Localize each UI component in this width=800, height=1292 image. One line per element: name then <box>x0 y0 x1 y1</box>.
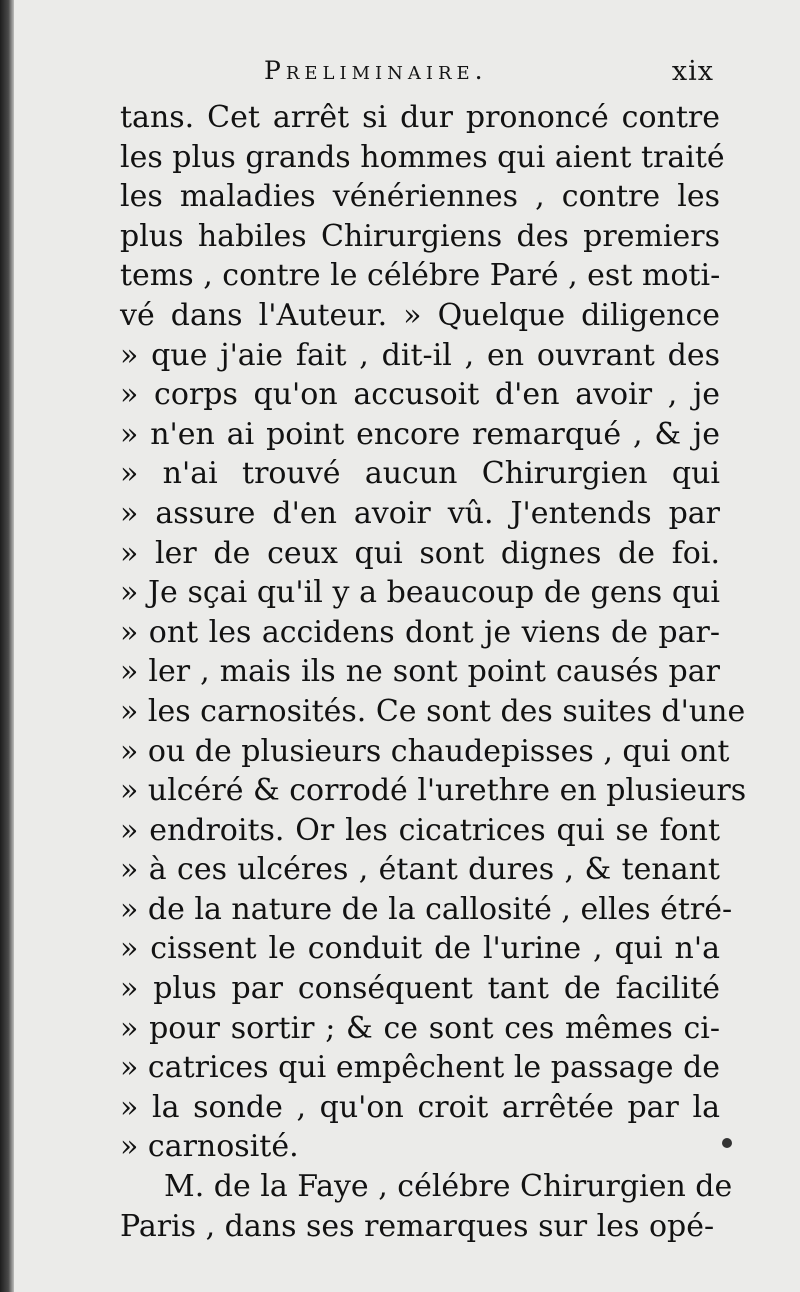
text-line: » n'en ai point encore remarqué , & je <box>120 416 720 452</box>
text-line: » pour sortir ; & ce sont ces mêmes ci- <box>120 1010 720 1046</box>
text-line: les maladies vénériennes , contre les <box>120 179 720 215</box>
text-line: » ou de plusieurs chaudepisses , qui ont <box>120 733 730 769</box>
text-line: » que j'aie fait , dit-il , en ouvrant des <box>120 337 720 373</box>
text-line: » Je sçai qu'il y a beaucoup de gens qui <box>120 575 720 611</box>
text-line: » à ces ulcéres , étant dures , & tenant <box>120 852 720 888</box>
text-line: vé dans l'Auteur. » Quelque diligence <box>120 297 720 333</box>
page-number: xix <box>671 56 714 87</box>
text-line: » cissent le conduit de l'urine , qui n'a <box>120 931 720 967</box>
text-line: » assure d'en avoir vû. J'entends par <box>120 495 720 531</box>
page-gutter-shadow <box>0 0 14 1292</box>
text-line: » ont les accidens dont je viens de par- <box>120 614 720 650</box>
text-line: M. de la Faye , célébre Chirurgien de <box>164 1169 733 1205</box>
text-line: » n'ai trouvé aucun Chirurgien qui <box>120 456 720 492</box>
text-line: » de la nature de la callosité , elles étré- <box>120 891 733 927</box>
ink-spot <box>722 1138 732 1148</box>
text-line: » ulcéré & corrodé l'urethre en plusieurs <box>120 773 747 809</box>
text-line: » plus par conséquent tant de facilité <box>120 971 720 1007</box>
text-line: » ler , mais ils ne sont point causés par <box>120 654 720 690</box>
text-line: » catrices qui empêchent le passage de <box>120 1050 720 1086</box>
text-line: » les carnosités. Ce sont des suites d'une <box>120 693 746 729</box>
text-line: les plus grands hommes qui aient traité <box>120 139 725 175</box>
text-line: tans. Cet arrêt si dur prononcé contre <box>120 100 720 135</box>
running-head <box>264 56 714 96</box>
text-line: » ler de ceux qui sont dignes de foi. <box>120 535 720 571</box>
text-line: » carnosité. <box>120 1129 299 1165</box>
body-text <box>120 98 747 1246</box>
running-title: Preliminaire. <box>264 56 488 85</box>
text-line: Paris , dans ses remarques sur les opé- <box>120 1208 715 1244</box>
book-page <box>14 0 800 1292</box>
text-line: » corps qu'on accusoit d'en avoir , je <box>120 377 720 413</box>
text-line: » endroits. Or les cicatrices qui se font <box>120 812 720 848</box>
text-line: tems , contre le célébre Paré , est moti- <box>120 258 721 294</box>
text-line: plus habiles Chirurgiens des premiers <box>120 218 720 254</box>
text-line: » la sonde , qu'on croit arrêtée par la <box>120 1089 720 1125</box>
